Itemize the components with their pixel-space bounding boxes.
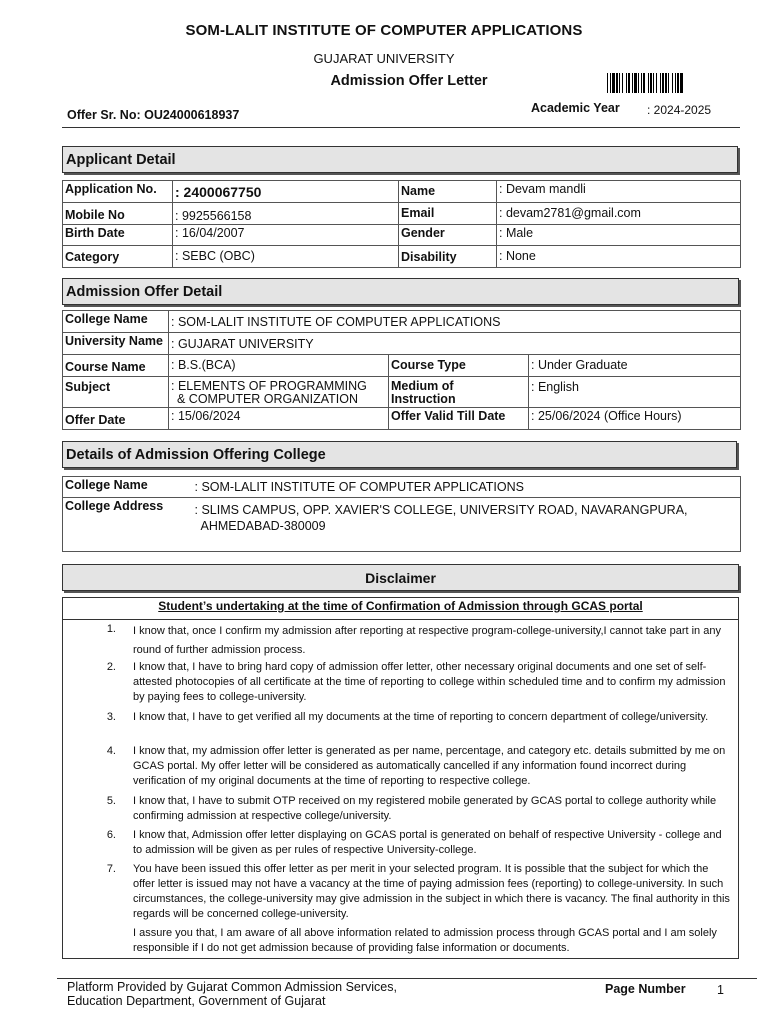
college-name-value: : SOM-LALIT INSTITUTE OF COMPUTER APPLICATIONS [193, 477, 741, 498]
course-name-value: : B.S.(BCA) [169, 355, 389, 377]
course-type-value: : Under Graduate [529, 355, 741, 377]
application-no-value: : 2400067750 [173, 181, 399, 203]
college-address-line1: : SLIMS CAMPUS, OPP. XAVIER'S COLLEGE, UNIVERSITY ROAD, NAVARANGPURA, [194, 503, 688, 517]
subject-value-line1: : ELEMENTS OF PROGRAMMING [171, 379, 367, 393]
mobile-value: : 9925566158 [173, 203, 399, 225]
footer-text [67, 980, 397, 1008]
offer-serial-number: Offer Sr. No: OU24000618937 [67, 108, 240, 122]
valid-till-value: : 25/06/2024 (Office Hours) [529, 408, 741, 430]
item-text: I know that, I have to get verified all my documents at the time of reporting to concern department of college/university. [133, 711, 709, 723]
item-text: I know that, Admission offer letter displaying on GCAS portal is generated on behalf of respective University - college and to admission will be given as per rules of respective University-college. [133, 829, 722, 856]
medium-label-line1: Medium of [391, 379, 454, 393]
gender-value: : Male [497, 225, 741, 246]
medium-label-line2: Instruction [391, 392, 456, 406]
medium-value: : English [529, 377, 741, 408]
subject-value-line2: & COMPUTER ORGANIZATION [177, 392, 359, 406]
email-label: Email [399, 203, 497, 225]
item-number: 2. [106, 661, 116, 673]
course-type-label: Course Type [389, 355, 529, 377]
item-number: 7. [106, 863, 116, 875]
applicant-detail-heading: Applicant Detail [62, 146, 738, 173]
disclaimer-divider [62, 619, 739, 620]
offer-table [62, 310, 741, 430]
barcode [607, 73, 737, 93]
birth-date-value: : 16/04/2007 [173, 225, 399, 246]
item-text: I know that, my admission offer letter is generated as per name, percentage, and category etc. details submitted by me on GCAS portal. My offer letter will be considered as automatically cancelled if any information found incorrect during verification of my original documents at the time of reporting to respective college. [133, 745, 726, 787]
subject-value [169, 377, 389, 408]
college-details-heading: Details of Admission Offering College [62, 441, 737, 468]
college-name-label: College Name [63, 477, 193, 498]
page-number: 1 [717, 983, 724, 997]
item-text: I assure you that, I am aware of all above information related to admission process through GCAS portal and I am solely responsible if I do not get admission because of providing false information or documents. [133, 927, 717, 954]
college-address-value [193, 498, 741, 552]
application-no-label: Application No. [63, 181, 173, 203]
offer-date-value: : 15/06/2024 [169, 408, 389, 430]
header-divider [62, 127, 740, 128]
disclaimer-item [100, 622, 732, 656]
item-text: I know that, once I confirm my admission after reporting at respective program-college-university,I cannot take part in any round of further admission process. [133, 625, 721, 656]
mobile-label: Mobile No [63, 203, 173, 225]
subject-label: Subject [63, 377, 169, 408]
offer-date-label: Offer Date [63, 408, 169, 430]
item-number: 3. [106, 711, 116, 723]
applicant-table [62, 180, 741, 268]
college-address-line2: AHMEDABAD-380009 [200, 519, 326, 533]
item-text: I know that, I have to bring hard copy of admission offer letter, other necessary original documents and one set of self-attested photocopies of all certificate at the time of reporting to college within scheduled time and to confirm my admission by paying fees to college-university. [133, 661, 726, 703]
footer-divider [57, 978, 757, 979]
item-number: 5. [106, 795, 116, 807]
birth-date-label: Birth Date [63, 225, 173, 246]
university-name-label: University Name [63, 333, 169, 355]
academic-year-value: : 2024-2025 [647, 103, 712, 117]
item-number: 4. [106, 745, 116, 757]
course-name-label: Course Name [63, 355, 169, 377]
letter-title: Admission Offer Letter [330, 73, 488, 89]
item-number: 6. [106, 829, 116, 841]
item-number: 1. [106, 623, 116, 635]
gender-label: Gender [399, 225, 497, 246]
medium-label [389, 377, 529, 408]
category-label: Category [63, 246, 173, 268]
academic-year-label: Academic Year [531, 101, 620, 115]
disability-value: : None [497, 246, 741, 268]
disability-label: Disability [399, 246, 497, 268]
email-value: : devam2781@gmail.com [497, 203, 741, 225]
footer-line1: Platform Provided by Gujarat Common Admission Services, [67, 980, 397, 994]
disclaimer-subheading: Student’s undertaking at the time of Confirmation of Admission through GCAS portal [158, 599, 643, 613]
offer-college-label: College Name [63, 311, 169, 333]
admission-offer-heading: Admission Offer Detail [62, 278, 739, 305]
disclaimer-heading: Disclaimer [62, 564, 739, 591]
university-name-value: : GUJARAT UNIVERSITY [169, 333, 741, 355]
college-address-label: College Address [63, 498, 193, 552]
footer-line2: Education Department, Government of Gujarat [67, 994, 326, 1008]
page-number-label: Page Number [605, 982, 686, 996]
category-value: : SEBC (OBC) [173, 246, 399, 268]
offer-college-value: : SOM-LALIT INSTITUTE OF COMPUTER APPLICATIONS [169, 311, 741, 333]
institute-title: SOM-LALIT INSTITUTE OF COMPUTER APPLICATIONS [185, 22, 583, 39]
name-label: Name [399, 181, 497, 203]
item-text: You have been issued this offer letter as per merit in your selected program. It is possible that the subject for which the offer letter is issued may not have a vacancy at the time of paying admission fees (reporting) to college-university. In such circumstances, the college-university may give admission in the subject in which there is vacancy. The final authority in this regards will be concerned college-university. [133, 863, 730, 920]
name-value: : Devam mandli [497, 181, 741, 203]
item-text: I know that, I have to submit OTP received on my registered mobile generated by GCAS portal to college authority while confirming admission at respective college/university. [133, 795, 717, 822]
college-table [62, 476, 741, 552]
university-name: GUJARAT UNIVERSITY [313, 51, 455, 66]
valid-till-label: Offer Valid Till Date [389, 408, 529, 430]
